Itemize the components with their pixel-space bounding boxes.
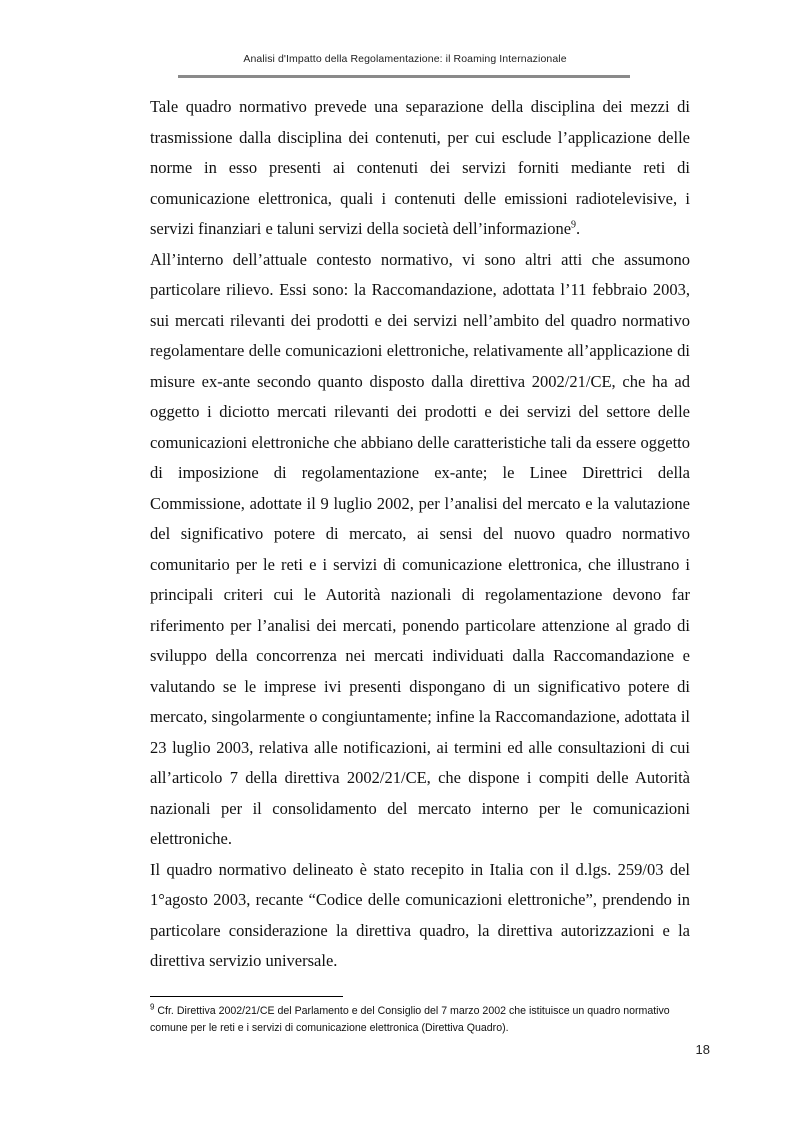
paragraph-2: All’interno dell’attuale contesto normativo, vi sono altri atti che assumono particolare rilievo. Essi sono: la Raccomandazione, adottata l’11 febbraio 2003, sui mercati rilevanti dei prodotti e dei servizi nell’ambito del quadro normativo regolamentare delle comunicazioni elettroniche, relativamente all’applicazione di misure ex-ante secondo quanto disposto dalla direttiva 2002/21/CE, che ha ad oggetto i diciotto mercati rilevanti dei prodotti e dei servizi del settore delle comunicazioni elettroniche che abbiano delle caratteristiche tali da essere oggetto di imposizione di regolamentazione ex-ante; le Linee Direttrici della Commissione, adottate il 9 luglio 2002, per l’analisi del mercato e la valutazione del significativo potere di mercato, ai sensi del nuovo quadro normativo comunitario per le reti e i servizi di comunicazione elettronica, che illustrano i principali criteri cui le Autorità nazionali di regolamentazione devono far riferimento per l’analisi dei mercati, ponendo particolare attenzione al grado di sviluppo della concorrenza nei mercati individuati dalla Raccomandazione e valutando se le imprese ivi presenti dispongano di un significativo potere di mercato, singolarmente o congiuntamente; infine la Raccomandazione, adottata il 23 luglio 2003, relativa alle notificazioni, ai termini ed alle consultazioni di cui all’articolo 7 della direttiva 2002/21/CE, che dispone i compiti delle Autorità nazionali per il consolidamento del mercato interno per le comunicazioni elettroniche. — [150, 249, 690, 848]
header-rule — [178, 75, 630, 78]
footnote-reference: 9 — [571, 219, 577, 231]
footnote-number: 9 — [150, 1002, 155, 1012]
paragraph-1-end: . — [576, 219, 581, 238]
footnote-rule — [150, 996, 343, 997]
page-number: 18 — [695, 1042, 710, 1057]
running-header: Analisi d'Impatto della Regolamentazione: il Roaming Internazionale — [243, 53, 567, 65]
paragraph-3: Il quadro normativo delineato è stato recepito in Italia con il d.lgs. 259/03 del 1°agosto 2003, recante “Codice delle comunicazioni elettroniche”, prendendo in particolare considerazione la direttiva quadro, la direttiva autorizzazioni e la direttiva servizio universale. — [150, 859, 690, 970]
footnote — [150, 1003, 695, 1037]
paragraph-1 — [150, 92, 690, 245]
body-text — [150, 92, 690, 977]
footnote-text: Cfr. Direttiva 2002/21/CE del Parlamento e del Consiglio del 7 marzo 2002 che istituisce un quadro normativo comune per le reti e i servizi di comunicazione elettronica (Direttiva Quadro). — [150, 1005, 670, 1034]
paragraph-1-text: Tale quadro normativo prevede una separazione della disciplina dei mezzi di trasmissione dalla disciplina dei contenuti, per cui esclude l’applicazione delle norme in esso presenti ai contenuti dei servizi forniti mediante reti di comunicazione elettronica, quali i contenuti delle emissioni radiotelevisive, i servizi finanziari e taluni servizi della società dell’informazione — [150, 97, 690, 238]
